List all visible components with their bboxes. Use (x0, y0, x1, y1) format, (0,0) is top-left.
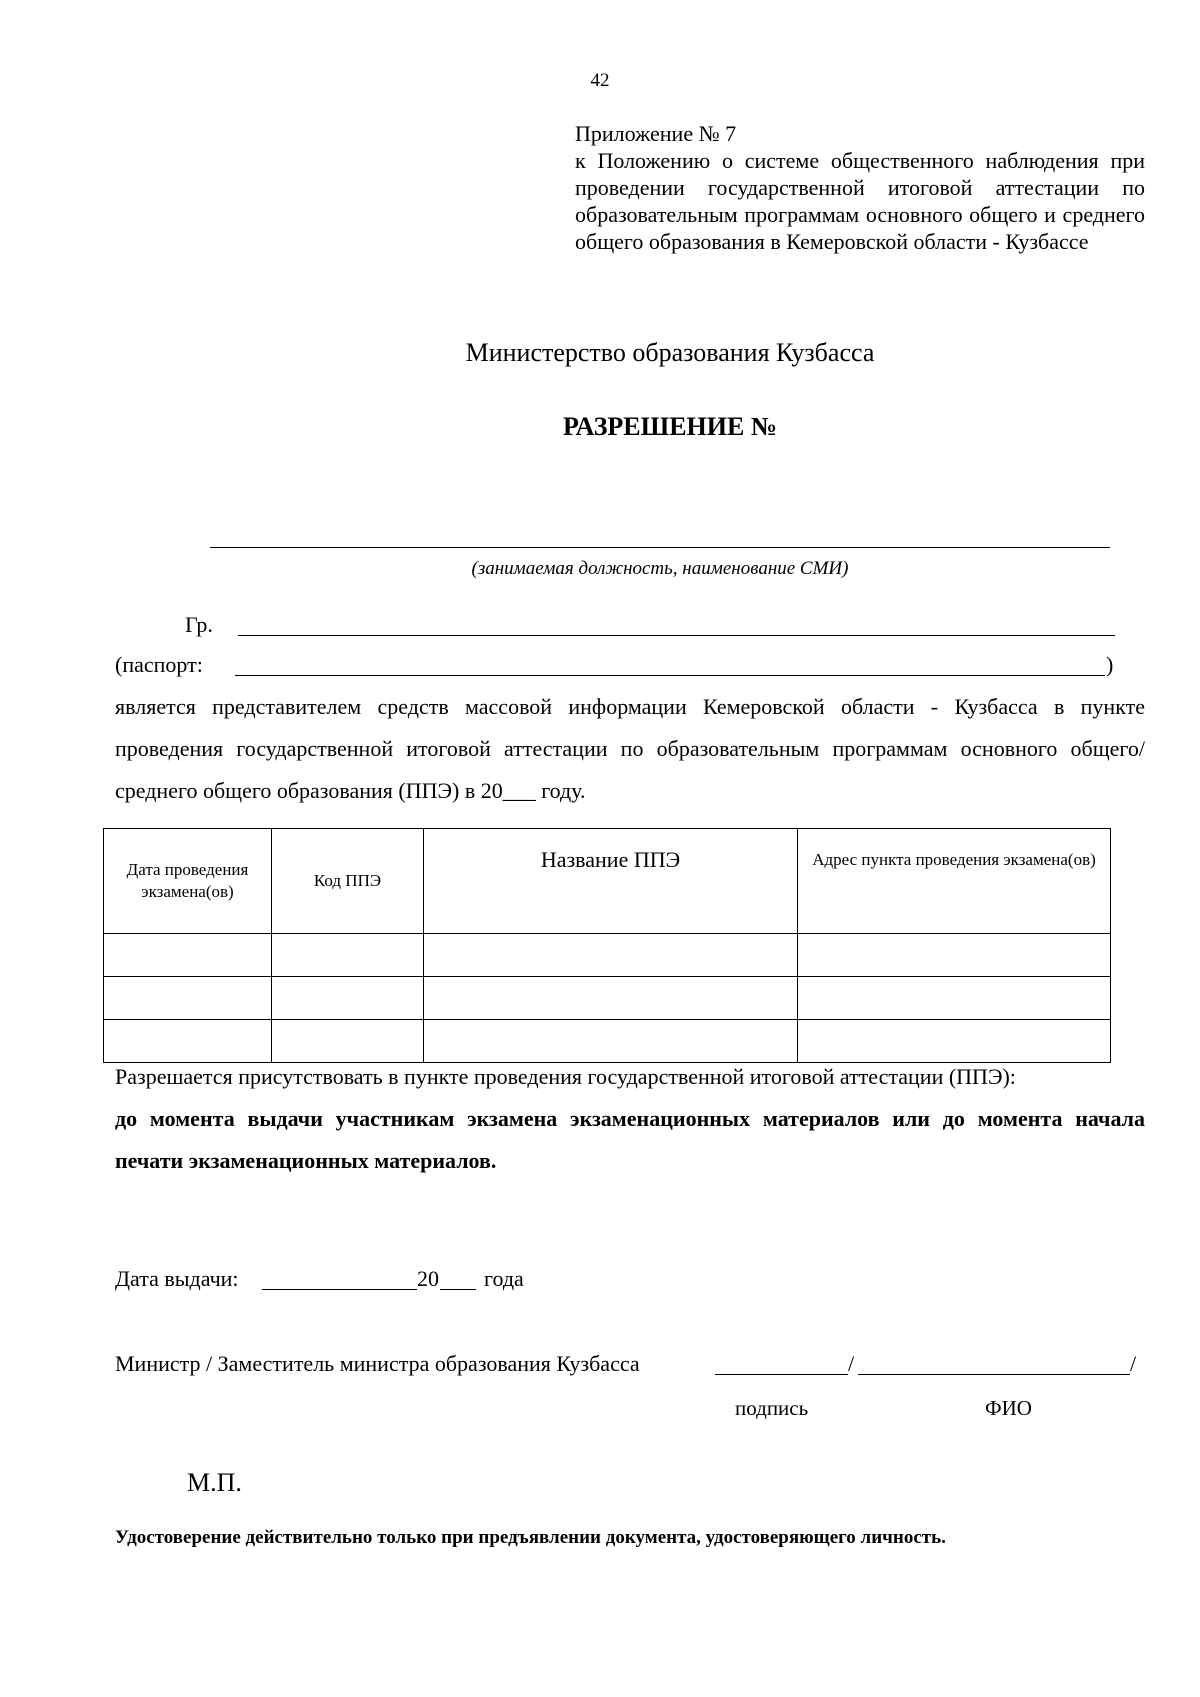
ministry-name: Министерство образования Кузбасса (465, 338, 875, 367)
header-ppe-address: Адрес пункта проведения экзамена(ов) (798, 829, 1111, 934)
position-line[interactable] (210, 547, 1110, 548)
permission-intro: Разрешается присутствовать в пункте проведения государственной итоговой аттестации (ППЭ): (115, 1064, 1016, 1089)
table-cell[interactable] (798, 934, 1111, 977)
full-name-line[interactable] (858, 1374, 1130, 1375)
citizen-name-line[interactable] (238, 635, 1115, 636)
table-cell[interactable] (424, 934, 798, 977)
appendix-body: к Положению о системе общественного наблюдения при проведении государственной итоговой аттестации по образовательным программам основного общего и среднего общего образования в Кемеровской области - Кузбассе (575, 148, 1145, 254)
signature-slash-1: / (848, 1351, 855, 1376)
appendix-title: Приложение № 7 (575, 121, 737, 146)
document-title: РАЗРЕШЕНИЕ № (563, 412, 777, 441)
issue-date-day-month-line[interactable] (262, 1289, 417, 1290)
header-exam-date: Дата проведения экзамена(ов) (104, 829, 272, 934)
ppe-table (103, 828, 1111, 1063)
passport-close: ) (1106, 652, 1114, 677)
citizen-label: Гр. (185, 612, 213, 637)
issue-date-year-line[interactable] (440, 1289, 476, 1290)
signatory-role: Министр / Заместитель министра образования Кузбасса (115, 1351, 640, 1376)
issue-date-year-prefix: 20 (417, 1266, 439, 1291)
signature-slash-2: / (1130, 1351, 1137, 1376)
stamp-place: М.П. (187, 1468, 242, 1497)
table-cell[interactable] (272, 934, 424, 977)
page-number: 42 (590, 70, 610, 91)
table-row (104, 934, 1111, 977)
table-cell[interactable] (424, 977, 798, 1020)
table-cell[interactable] (272, 977, 424, 1020)
header-ppe-name: Название ППЭ (424, 829, 798, 934)
signature-line[interactable] (715, 1374, 848, 1375)
appendix-block (575, 120, 1145, 255)
validity-note: Удостоверение действительно только при предъявлении документа, удостоверяющего личность. (115, 1527, 946, 1548)
full-name-caption: ФИО (985, 1396, 1032, 1420)
table-cell[interactable] (104, 977, 272, 1020)
position-caption: (занимаемая должность, наименование СМИ) (471, 558, 849, 579)
header-ppe-code: Код ППЭ (272, 829, 424, 934)
table-row (104, 977, 1111, 1020)
passport-line[interactable] (235, 675, 1105, 676)
signature-caption: подпись (735, 1396, 809, 1420)
table-header-row (104, 829, 1111, 934)
issue-date-suffix: года (484, 1266, 524, 1291)
statement-paragraph: является представителем средств массовой информации Кемеровской области - Кузбасса в пункте проведения государственной итоговой аттестации по образовательным программам основного общего/среднего общего образования (ППЭ) в 20___ году. (115, 694, 1145, 803)
passport-label: (паспорт: (115, 652, 203, 677)
permission-terms: до момента выдачи участникам экзамена экзаменационных материалов или до момента начала печати экзаменационных материалов. (115, 1106, 1145, 1173)
table-cell[interactable] (104, 934, 272, 977)
table-cell[interactable] (798, 977, 1111, 1020)
issue-date-label: Дата выдачи: (115, 1266, 239, 1291)
